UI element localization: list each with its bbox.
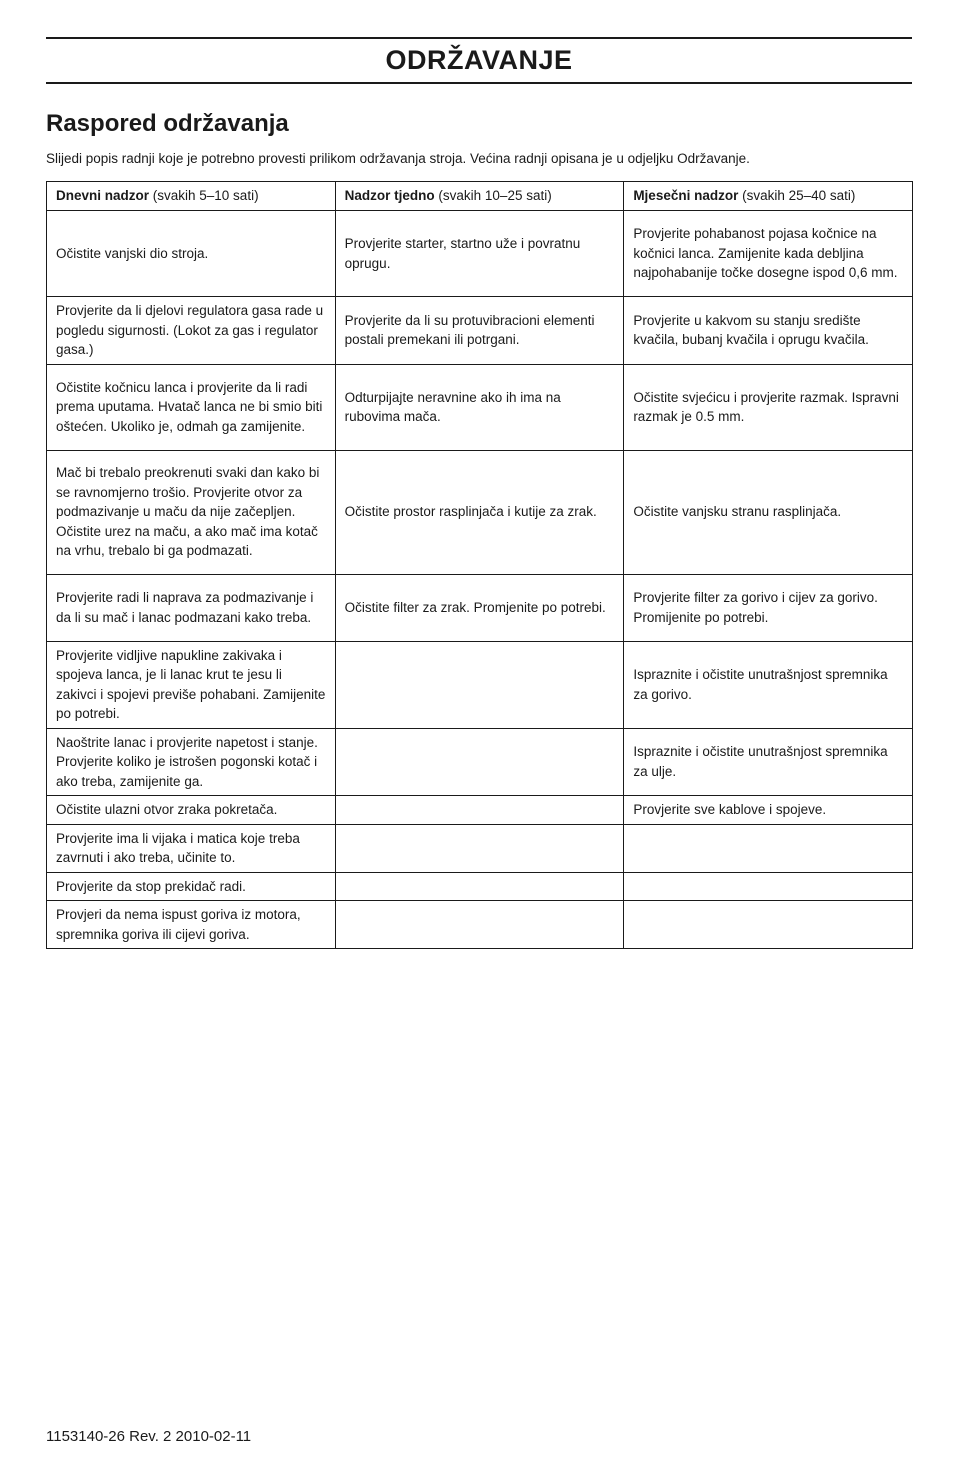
table-cell-monthly: Očistite vanjsku stranu rasplinjača. <box>624 450 913 574</box>
table-row <box>47 211 913 297</box>
table-cell-daily: Provjerite vidljive napukline zakivaka i spojeva lanca, je li lanac krut te jesu li zakivci i spojevi previše pohabani. Zamijenite po potrebi. <box>47 641 336 728</box>
column-header-label: Nadzor tjedno <box>344 188 435 204</box>
header-rule-top <box>46 37 912 39</box>
maintenance-schedule-table <box>46 181 913 949</box>
table-cell-weekly <box>335 824 624 872</box>
table-cell-weekly <box>335 901 624 949</box>
table-cell-daily: Mač bi trebalo preokrenuti svaki dan kako bi se ravnomjerno trošio. Provjerite otvor za podmazivanje u maču da nije začepljen. Očistite urez na maču, a ako mač ima kotač na vrhu, trebalo bi ga podmazati. <box>47 450 336 574</box>
table-cell-weekly: Očistite filter za zrak. Promjenite po potrebi. <box>335 574 624 641</box>
table-cell-weekly <box>335 641 624 728</box>
table-cell-monthly: Ispraznite i očistite unutrašnjost spremnika za ulje. <box>624 728 913 796</box>
table-cell-weekly: Odturpijajte neravnine ako ih ima na rubovima mača. <box>335 364 624 450</box>
table-header-row <box>47 182 913 211</box>
table-cell-monthly <box>624 824 913 872</box>
table-cell-monthly <box>624 872 913 901</box>
column-header-interval: (svakih 25–40 sati) <box>738 188 856 204</box>
table-cell-daily: Očistite vanjski dio stroja. <box>47 211 336 297</box>
table-cell-monthly: Ispraznite i očistite unutrašnjost spremnika za gorivo. <box>624 641 913 728</box>
table-cell-weekly: Očistite prostor rasplinjača i kutije za zrak. <box>335 450 624 574</box>
column-header-label: Dnevni nadzor <box>56 188 150 204</box>
column-header-interval: (svakih 10–25 sati) <box>434 188 552 204</box>
table-cell-weekly: Provjerite da li su protuvibracioni elementi postali premekani ili potrgani. <box>335 297 624 365</box>
document-reference: 1153140-26 Rev. 2 2010-02-11 <box>46 1428 252 1445</box>
header-rule-bottom <box>46 82 912 84</box>
column-header-daily <box>47 182 336 211</box>
table-cell-daily: Provjerite ima li vijaka i matica koje treba zavrnuti i ako treba, učinite to. <box>47 824 336 872</box>
table-cell-monthly: Provjerite sve kablove i spojeve. <box>624 796 913 825</box>
table-cell-daily: Očistite ulazni otvor zraka pokretača. <box>47 796 336 825</box>
table-cell-daily: Provjerite da stop prekidač radi. <box>47 872 336 901</box>
table-cell-monthly: Provjerite u kakvom su stanju središte kvačila, bubanj kvačila i oprugu kvačila. <box>624 297 913 365</box>
table-cell-weekly <box>335 728 624 796</box>
table-row <box>47 796 913 825</box>
table-cell-daily: Naoštrite lanac i provjerite napetost i stanje. Provjerite koliko je istrošen pogonski kotač i ako treba, zamijenite ga. <box>47 728 336 796</box>
page-title: ODRŽAVANJE <box>385 45 573 75</box>
section-title: Raspored održavanja <box>46 110 289 137</box>
section-intro: Slijedi popis radnji koje je potrebno provesti prilikom održavanja stroja. Većina radnji opisana je u odjeljku Održavanje. <box>46 151 750 166</box>
table-cell-monthly: Provjerite filter za gorivo i cijev za gorivo. Promijenite po potrebi. <box>624 574 913 641</box>
table-row <box>47 824 913 872</box>
table-row <box>47 641 913 728</box>
table-cell-weekly: Provjerite starter, startno uže i povratnu oprugu. <box>335 211 624 297</box>
column-header-weekly <box>335 182 624 211</box>
table-cell-weekly <box>335 796 624 825</box>
table-cell-daily: Provjeri da nema ispust goriva iz motora, spremnika goriva ili cijevi goriva. <box>47 901 336 949</box>
table-row <box>47 872 913 901</box>
table-row <box>47 574 913 641</box>
table-cell-weekly <box>335 872 624 901</box>
table-cell-monthly: Očistite svjećicu i provjerite razmak. Ispravni razmak je 0.5 mm. <box>624 364 913 450</box>
table-cell-daily: Provjerite radi li naprava za podmazivanje i da li su mač i lanac podmazani kako treba. <box>47 574 336 641</box>
table-cell-daily: Provjerite da li djelovi regulatora gasa rade u pogledu sigurnosti. (Lokot za gas i regulator gasa.) <box>47 297 336 365</box>
table-row <box>47 297 913 365</box>
table-row <box>47 364 913 450</box>
column-header-monthly <box>624 182 913 211</box>
column-header-interval: (svakih 5–10 sati) <box>149 188 259 204</box>
table-row <box>47 450 913 574</box>
table-cell-monthly <box>624 901 913 949</box>
table-cell-daily: Očistite kočnicu lanca i provjerite da li radi prema uputama. Hvatač lanca ne bi smio biti oštećen. Ukoliko je, odmah ga zamijenite. <box>47 364 336 450</box>
table-cell-monthly: Provjerite pohabanost pojasa kočnice na kočnici lanca. Zamijenite kada debljina najpohabanije točke dosegne ispod 0,6 mm. <box>624 211 913 297</box>
table-row <box>47 728 913 796</box>
table-row <box>47 901 913 949</box>
column-header-label: Mjesečni nadzor <box>633 188 739 204</box>
